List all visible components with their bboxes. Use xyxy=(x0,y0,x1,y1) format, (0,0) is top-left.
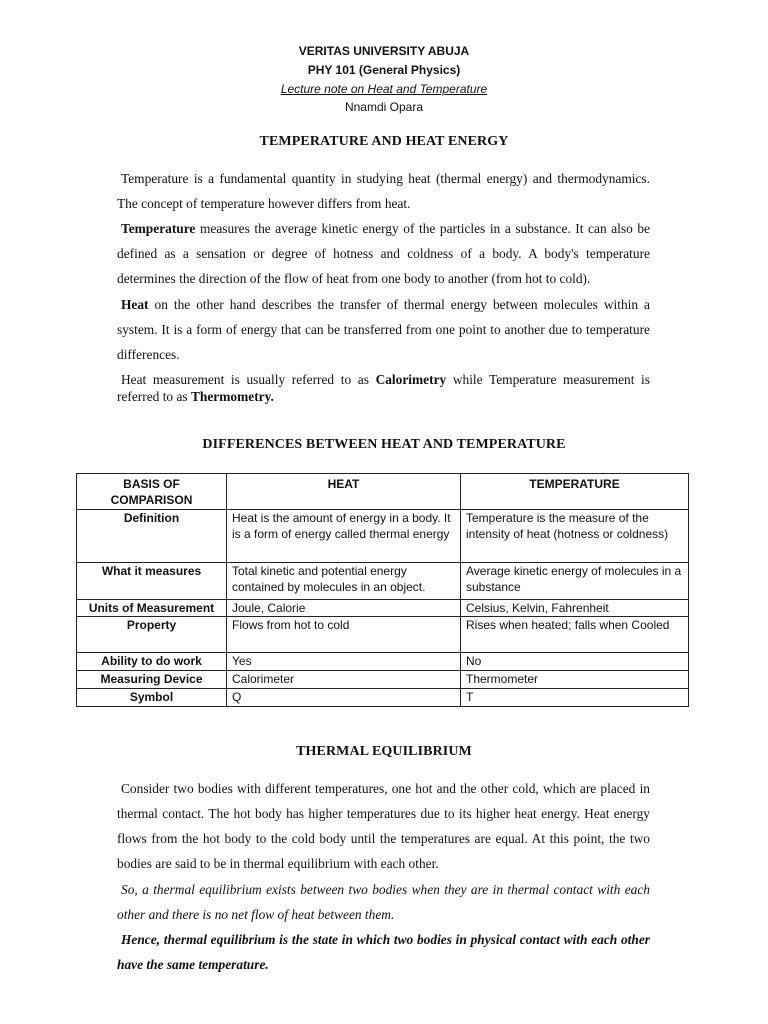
paragraph-measurement xyxy=(117,371,650,405)
table-row xyxy=(77,653,689,671)
course-title: PHY 101 (General Physics) xyxy=(307,63,461,77)
table-header-temperature: TEMPERATURE xyxy=(461,474,689,510)
table-cell-heat: Yes xyxy=(227,653,461,671)
term-temperature: Temperature xyxy=(121,221,196,236)
paragraph-equilibrium-explanation: Consider two bodies with different temperatures, one hot and the other cold, which are placed in thermal contact. The hot body has higher temperatures due to its higher heat energy. Heat energy flows from the hot body to the cold body until the temperatures are equal. At this point, the two bodies are said to be in thermal equilibrium with each other. xyxy=(117,781,650,871)
term-heat: Heat xyxy=(121,297,149,312)
table-row xyxy=(77,671,689,689)
section-title-temperature-heat: TEMPERATURE AND HEAT ENERGY xyxy=(259,134,509,149)
table-cell-temperature: Celsius, Kelvin, Fahrenheit xyxy=(461,600,689,617)
table-header-heat: HEAT xyxy=(227,474,461,510)
paragraph-temperature-definition xyxy=(117,216,650,291)
table-header-row xyxy=(77,474,689,510)
lecture-note-title: Lecture note on Heat and Temperature xyxy=(280,82,488,96)
table-cell-temperature: T xyxy=(461,689,689,707)
term-thermometry: Thermometry. xyxy=(190,389,274,404)
paragraph-equilibrium-definition: Hence, thermal equilibrium is the state in which two bodies in physical contact with each other have the same temperature. xyxy=(117,932,650,972)
comparison-table xyxy=(76,473,689,707)
university-name: VERITAS UNIVERSITY ABUJA xyxy=(298,44,470,58)
table-cell-basis: What it measures xyxy=(77,563,227,600)
paragraph-heat-definition xyxy=(117,292,650,367)
table-row xyxy=(77,689,689,707)
table-cell-basis: Measuring Device xyxy=(77,671,227,689)
heat-definition-text: on the other hand describes the transfer of thermal energy between molecules within a system. It is a form of energy that can be transferred from one point to another due to temperature differences. xyxy=(117,297,650,362)
table-row xyxy=(77,617,689,653)
section-title-differences: DIFFERENCES BETWEEN HEAT AND TEMPERATURE xyxy=(202,437,566,452)
paragraph-intro: Temperature is a fundamental quantity in studying heat (thermal energy) and thermodynamics. The concept of temperature however differs from heat. xyxy=(117,171,650,211)
table-row xyxy=(77,600,689,617)
table-cell-temperature: Thermometer xyxy=(461,671,689,689)
table-cell-basis: Definition xyxy=(77,510,227,563)
table-row xyxy=(77,563,689,600)
section-title-thermal-equilibrium: THERMAL EQUILIBRIUM xyxy=(296,744,472,759)
temperature-definition-text: measures the average kinetic energy of the particles in a substance. It can also be defined as a sensation or degree of hotness and coldness of a body. A body's temperature determines the direction of the flow of heat from one body to another (from hot to cold). xyxy=(117,221,650,286)
table-cell-temperature: Average kinetic energy of molecules in a substance xyxy=(461,563,689,600)
table-cell-heat: Joule, Calorie xyxy=(227,600,461,617)
table-cell-basis: Units of Measurement xyxy=(77,600,227,617)
table-cell-heat: Total kinetic and potential energy contained by molecules in an object. xyxy=(227,563,461,600)
table-cell-temperature: Temperature is the measure of the intensity of heat (hotness or coldness) xyxy=(461,510,689,563)
table-cell-heat: Q xyxy=(227,689,461,707)
table-cell-heat: Heat is the amount of energy in a body. It is a form of energy called thermal energy xyxy=(227,510,461,563)
paragraph-equilibrium-condition: So, a thermal equilibrium exists between two bodies when they are in thermal contact with each other and there is no net flow of heat between them. xyxy=(117,882,650,922)
table-cell-heat: Calorimeter xyxy=(227,671,461,689)
table-header-basis: BASIS OF COMPARISON xyxy=(77,474,227,510)
table-cell-basis: Property xyxy=(77,617,227,653)
table-cell-basis: Ability to do work xyxy=(77,653,227,671)
measurement-text-b: while Temperature measurement is referred to as xyxy=(117,372,650,404)
measurement-text-a: Heat measurement is usually referred to as xyxy=(121,372,376,387)
table-cell-temperature: Rises when heated; falls when Cooled xyxy=(461,617,689,653)
table-cell-temperature: No xyxy=(461,653,689,671)
table-cell-basis: Symbol xyxy=(77,689,227,707)
table-row xyxy=(77,510,689,563)
author-name: Nnamdi Opara xyxy=(344,100,424,114)
table-cell-heat: Flows from hot to cold xyxy=(227,617,461,653)
term-calorimetry: Calorimetry xyxy=(375,372,447,387)
